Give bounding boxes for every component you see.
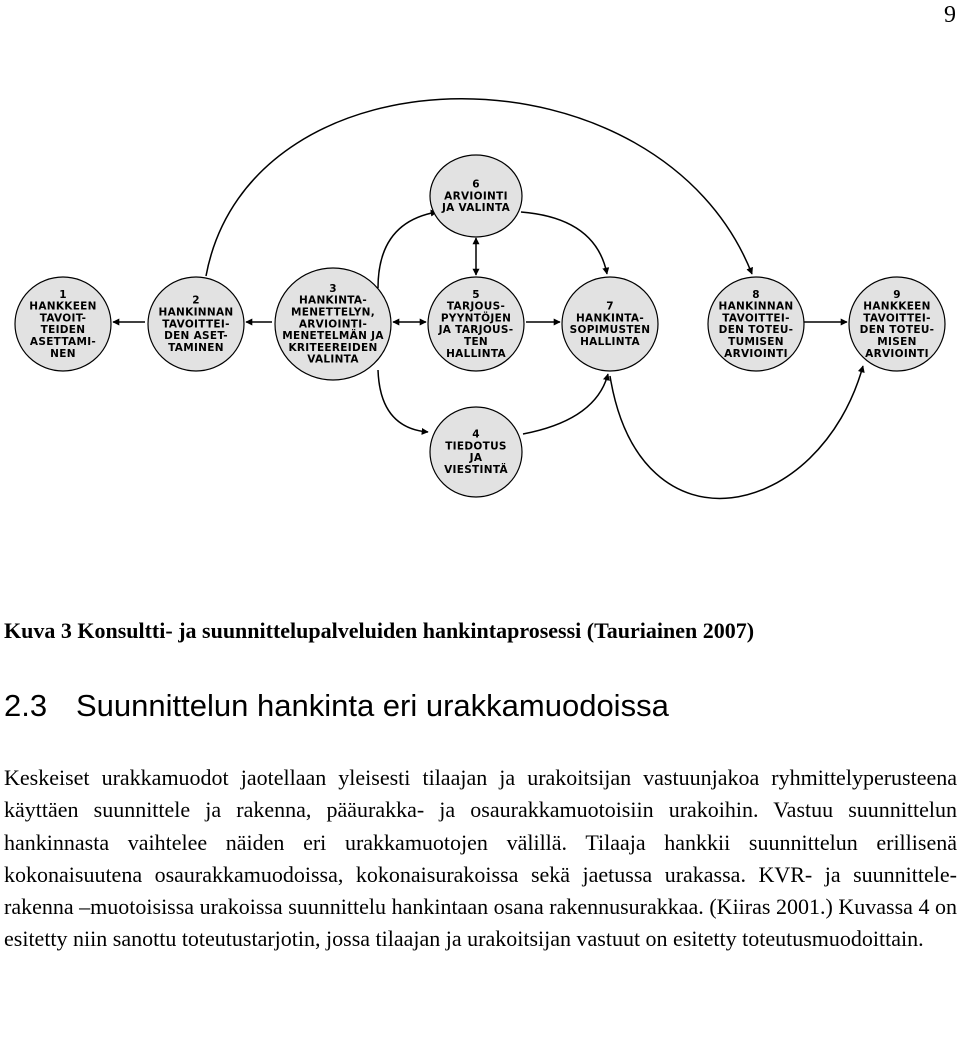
process-step-label-line: TIEDOTUS	[445, 440, 507, 453]
process-step-label-line: DEN TOTEU-	[859, 324, 935, 337]
body-paragraph: Keskeiset urakkamuodot jaotellaan yleisesti tilaajan ja urakoitsijan vastuunjakoa ryhmittelyperusteena käyttäen suunnittele ja rakenna, pääurakka- ja osaurakkamuotoisiin urakoihin. Vastuu suunnittelun hankinnasta vaihtelee näiden eri urakkamuotojen välillä. Tilaaja hankkii suunnittelun erillisenä kokonaisuutena osaurakkamuodoissa, kokonaisurakoissa sekä jaetussa urakassa. KVR- ja suunnittele-rakenna –muotoisissa urakoissa suunnittelu hankintaan osana rakennusurakkaa. (Kiiras 2001.) Kuvassa 4 on esitetty niin sanottu toteutustarjotin, jossa tilaajan ja urakoitsijan vastuut on esitetty toteutusmuodoittain.	[4, 765, 957, 952]
process-step-1	[15, 277, 111, 371]
process-step-label-line: JA VALINTA	[441, 202, 511, 215]
process-step-label-line: ASETTAMI-	[29, 336, 97, 348]
process-step-label-line: TAVOITTEI-	[863, 312, 931, 325]
process-step-label-line: TEIDEN	[40, 324, 86, 337]
process-step-label-line: JA	[469, 452, 483, 465]
process-step-label-line: TAVOITTEI-	[162, 318, 230, 331]
flow-arrow-10	[523, 374, 608, 434]
process-step-label-line: NEN	[50, 347, 76, 360]
process-step-number: 4	[472, 428, 480, 441]
process-step-number: 3	[329, 282, 337, 295]
process-step-label-line: DEN ASET-	[164, 330, 228, 343]
section-heading	[4, 688, 669, 724]
process-step-4	[430, 407, 522, 497]
process-step-label-line: HANKKEEN	[29, 300, 97, 313]
process-step-label-line: VIESTINTÄ	[444, 464, 508, 476]
process-step-label-line: TARJOUS-	[446, 300, 506, 313]
process-step-label-line: HALLINTA	[580, 336, 640, 348]
process-step-number: 6	[472, 178, 480, 191]
process-step-number: 2	[192, 294, 200, 307]
process-step-label-line: HALLINTA	[446, 347, 506, 360]
process-step-label-line: ARVIOINTI	[865, 347, 929, 360]
process-step-9	[849, 277, 945, 371]
section-title: Suunnittelun hankinta eri urakkamuodoissa	[76, 688, 669, 723]
process-step-label-line: HANKINNAN	[158, 306, 234, 319]
flow-arrow-8	[521, 212, 607, 274]
flow-arrow-9	[378, 370, 428, 432]
process-step-label-line: TAVOIT-	[39, 312, 87, 325]
process-step-label-line: HANKINTA-	[575, 312, 645, 325]
process-step-label-line: TUMISEN	[728, 336, 784, 348]
flow-arrow-7	[378, 212, 437, 288]
process-step-label-line: SOPIMUSTEN	[569, 324, 651, 337]
process-step-label-line: ARVIOINTI	[444, 190, 508, 203]
process-step-label-line: ARVIOINTI	[724, 347, 788, 360]
process-step-number: 9	[893, 288, 901, 301]
process-step-label-line: HANKINNAN	[718, 300, 794, 313]
section-number: 2.3	[4, 688, 48, 723]
process-step-label-line: HANKKEEN	[863, 300, 931, 313]
process-step-label-line: DEN TOTEU-	[718, 324, 794, 337]
diagram-nodes	[15, 155, 945, 497]
process-step-5	[428, 277, 524, 371]
process-step-7	[562, 277, 658, 371]
process-step-label-line: VALINTA	[307, 353, 359, 366]
process-step-label-line: MISEN	[877, 336, 917, 348]
page-number: 9	[944, 2, 956, 28]
process-step-label-line: MENETELMÄN JA	[282, 330, 384, 343]
process-step-label-line: HANKINTA-	[298, 294, 368, 307]
process-step-label-line: JA TARJOUS-	[438, 324, 514, 337]
process-step-label-line: PYYNTÖJEN	[440, 312, 512, 325]
process-step-label-line: MENETTELYN,	[290, 306, 376, 319]
process-step-label-line: ARVIOINTI-	[298, 318, 368, 331]
process-step-label-line: KRITEEREIDEN	[288, 341, 378, 354]
process-step-8	[708, 277, 804, 371]
process-step-3	[275, 268, 391, 380]
process-step-2	[148, 277, 244, 371]
figure-caption: Kuva 3 Konsultti- ja suunnittelupalveluiden hankintaprosessi (Tauriainen 2007)	[4, 618, 755, 643]
flow-arrow-12	[610, 366, 863, 498]
process-step-label-line: TEN	[463, 336, 489, 348]
process-step-label-line: TAMINEN	[168, 341, 224, 354]
process-step-number: 1	[59, 288, 67, 301]
process-step-6	[430, 155, 522, 237]
process-step-number: 8	[752, 288, 760, 301]
process-step-number: 7	[606, 300, 614, 313]
process-step-label-line: TAVOITTEI-	[722, 312, 790, 325]
process-step-number: 5	[472, 288, 480, 301]
